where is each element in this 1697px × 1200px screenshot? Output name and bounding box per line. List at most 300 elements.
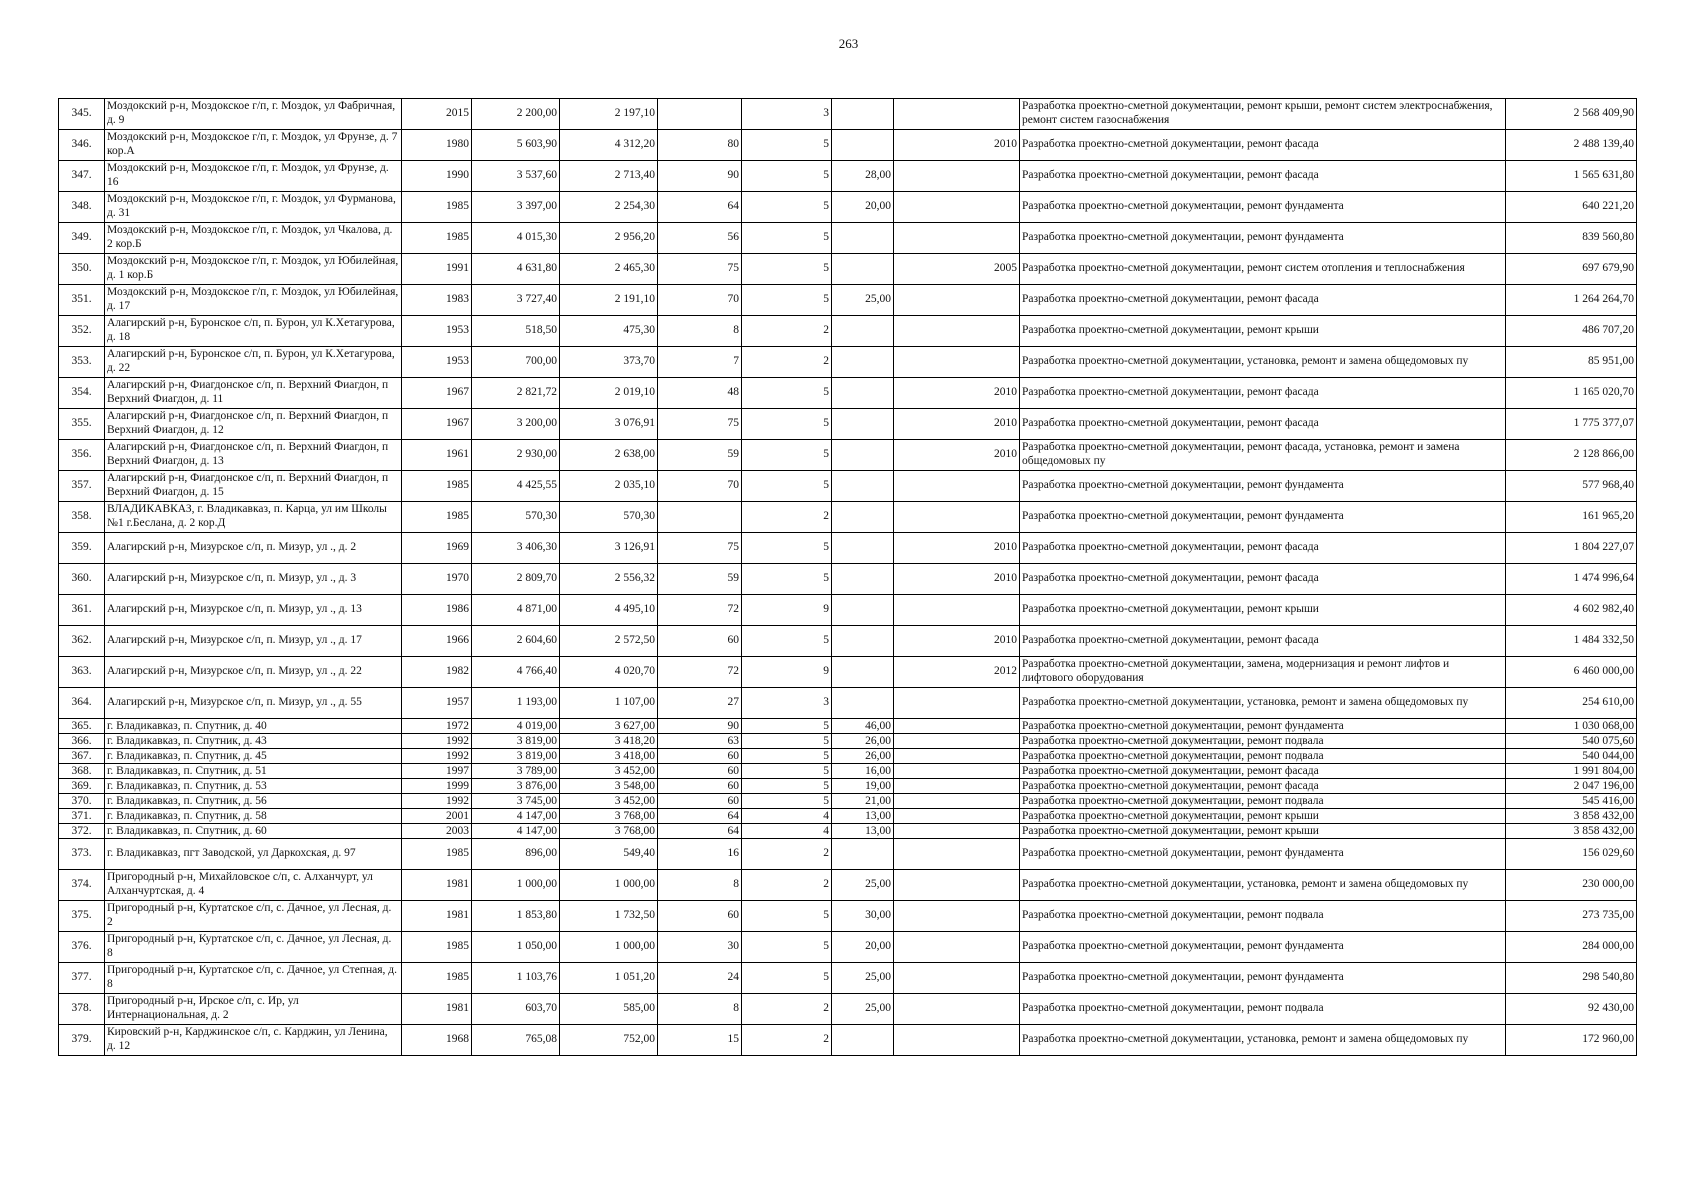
address-cell: г. Владикавказ, п. Спутник, д. 40 bbox=[105, 719, 402, 734]
apartments-cell: 75 bbox=[658, 533, 742, 564]
wear-cell: 28,00 bbox=[832, 161, 894, 192]
address-cell: Пригородный р-н, Куртатское с/п, с. Дачное, ул Лесная, д. 8 bbox=[105, 932, 402, 963]
apartments-cell: 72 bbox=[658, 657, 742, 688]
apartments-cell: 75 bbox=[658, 409, 742, 440]
last-repair-cell bbox=[894, 870, 1020, 901]
row-number: 377. bbox=[59, 963, 105, 994]
total-area-cell: 700,00 bbox=[472, 347, 560, 378]
row-number: 374. bbox=[59, 870, 105, 901]
floors-cell: 5 bbox=[742, 254, 832, 285]
floors-cell: 5 bbox=[742, 440, 832, 471]
year-cell: 1985 bbox=[402, 471, 472, 502]
table-row bbox=[59, 809, 1637, 824]
wear-cell bbox=[832, 347, 894, 378]
cost-cell: 1 565 631,80 bbox=[1506, 161, 1637, 192]
year-cell: 1983 bbox=[402, 285, 472, 316]
apartments-cell: 15 bbox=[658, 1025, 742, 1056]
year-cell: 1985 bbox=[402, 223, 472, 254]
apartments-cell: 64 bbox=[658, 824, 742, 839]
floors-cell: 2 bbox=[742, 502, 832, 533]
total-area-cell: 1 103,76 bbox=[472, 963, 560, 994]
total-area-cell: 1 000,00 bbox=[472, 870, 560, 901]
year-cell: 1992 bbox=[402, 794, 472, 809]
row-number: 369. bbox=[59, 779, 105, 794]
apartments-cell: 60 bbox=[658, 779, 742, 794]
living-area-cell: 2 019,10 bbox=[560, 378, 658, 409]
apartments-cell: 59 bbox=[658, 440, 742, 471]
living-area-cell: 1 107,00 bbox=[560, 688, 658, 719]
address-cell: г. Владикавказ, п. Спутник, д. 60 bbox=[105, 824, 402, 839]
table-row bbox=[59, 764, 1637, 779]
apartments-cell: 75 bbox=[658, 254, 742, 285]
last-repair-cell: 2010 bbox=[894, 564, 1020, 595]
last-repair-cell bbox=[894, 285, 1020, 316]
year-cell: 1980 bbox=[402, 130, 472, 161]
address-cell: Моздокский р-н, Моздокское г/п, г. Моздок, ул Фурманова, д. 31 bbox=[105, 192, 402, 223]
living-area-cell: 2 254,30 bbox=[560, 192, 658, 223]
address-cell: Алагирский р-н, Мизурское с/п, п. Мизур, ул ., д. 55 bbox=[105, 688, 402, 719]
total-area-cell: 3 876,00 bbox=[472, 779, 560, 794]
wear-cell: 26,00 bbox=[832, 734, 894, 749]
wear-cell bbox=[832, 378, 894, 409]
row-number: 360. bbox=[59, 564, 105, 595]
living-area-cell: 1 051,20 bbox=[560, 963, 658, 994]
apartments-cell: 30 bbox=[658, 932, 742, 963]
wear-cell: 30,00 bbox=[832, 901, 894, 932]
table-body bbox=[59, 99, 1637, 1056]
row-number: 371. bbox=[59, 809, 105, 824]
living-area-cell: 585,00 bbox=[560, 994, 658, 1025]
living-area-cell: 3 627,00 bbox=[560, 719, 658, 734]
year-cell: 1981 bbox=[402, 870, 472, 901]
works-cell: Разработка проектно-сметной документации, ремонт фасада, установка, ремонт и замена общедомовых пу bbox=[1020, 440, 1506, 471]
total-area-cell: 5 603,90 bbox=[472, 130, 560, 161]
cost-cell: 2 488 139,40 bbox=[1506, 130, 1637, 161]
table-row bbox=[59, 409, 1637, 440]
wear-cell bbox=[832, 99, 894, 130]
address-cell: Алагирский р-н, Буронское с/п, п. Бурон, ул К.Хетагурова, д. 18 bbox=[105, 316, 402, 347]
year-cell: 1985 bbox=[402, 932, 472, 963]
floors-cell: 5 bbox=[742, 130, 832, 161]
wear-cell bbox=[832, 502, 894, 533]
row-number: 348. bbox=[59, 192, 105, 223]
row-number: 378. bbox=[59, 994, 105, 1025]
living-area-cell: 2 191,10 bbox=[560, 285, 658, 316]
apartments-cell: 59 bbox=[658, 564, 742, 595]
row-number: 375. bbox=[59, 901, 105, 932]
table-row bbox=[59, 440, 1637, 471]
living-area-cell: 752,00 bbox=[560, 1025, 658, 1056]
address-cell: г. Владикавказ, п. Спутник, д. 56 bbox=[105, 794, 402, 809]
year-cell: 1970 bbox=[402, 564, 472, 595]
apartments-cell: 56 bbox=[658, 223, 742, 254]
cost-cell: 545 416,00 bbox=[1506, 794, 1637, 809]
address-cell: Пригородный р-н, Ирское с/п, с. Ир, ул Интернациональная, д. 2 bbox=[105, 994, 402, 1025]
floors-cell: 5 bbox=[742, 378, 832, 409]
table-row bbox=[59, 794, 1637, 809]
row-number: 354. bbox=[59, 378, 105, 409]
cost-cell: 298 540,80 bbox=[1506, 963, 1637, 994]
year-cell: 1981 bbox=[402, 994, 472, 1025]
table-row bbox=[59, 192, 1637, 223]
cost-cell: 2 128 866,00 bbox=[1506, 440, 1637, 471]
row-number: 363. bbox=[59, 657, 105, 688]
wear-cell bbox=[832, 254, 894, 285]
year-cell: 1953 bbox=[402, 316, 472, 347]
total-area-cell: 765,08 bbox=[472, 1025, 560, 1056]
cost-cell: 2 047 196,00 bbox=[1506, 779, 1637, 794]
floors-cell: 4 bbox=[742, 809, 832, 824]
floors-cell: 2 bbox=[742, 870, 832, 901]
apartments-cell: 70 bbox=[658, 285, 742, 316]
address-cell: Моздокский р-н, Моздокское г/п, г. Моздок, ул Фрунзе, д. 7 кор.А bbox=[105, 130, 402, 161]
table-row bbox=[59, 254, 1637, 285]
total-area-cell: 2 930,00 bbox=[472, 440, 560, 471]
address-cell: ВЛАДИКАВКАЗ, г. Владикавказ, п. Карца, ул им Школы №1 г.Беслана, д. 2 кор.Д bbox=[105, 502, 402, 533]
cost-cell: 254 610,00 bbox=[1506, 688, 1637, 719]
living-area-cell: 2 956,20 bbox=[560, 223, 658, 254]
year-cell: 1968 bbox=[402, 1025, 472, 1056]
total-area-cell: 4 871,00 bbox=[472, 595, 560, 626]
table-row bbox=[59, 657, 1637, 688]
floors-cell: 5 bbox=[742, 223, 832, 254]
last-repair-cell bbox=[894, 502, 1020, 533]
last-repair-cell bbox=[894, 471, 1020, 502]
year-cell: 1990 bbox=[402, 161, 472, 192]
row-number: 350. bbox=[59, 254, 105, 285]
wear-cell: 13,00 bbox=[832, 809, 894, 824]
total-area-cell: 3 537,60 bbox=[472, 161, 560, 192]
floors-cell: 2 bbox=[742, 1025, 832, 1056]
address-cell: Моздокский р-н, Моздокское г/п, г. Моздок, ул Фрунзе, д. 16 bbox=[105, 161, 402, 192]
wear-cell: 25,00 bbox=[832, 285, 894, 316]
floors-cell: 3 bbox=[742, 99, 832, 130]
table-row bbox=[59, 130, 1637, 161]
row-number: 367. bbox=[59, 749, 105, 764]
wear-cell bbox=[832, 1025, 894, 1056]
last-repair-cell bbox=[894, 779, 1020, 794]
wear-cell: 46,00 bbox=[832, 719, 894, 734]
cost-cell: 577 968,40 bbox=[1506, 471, 1637, 502]
wear-cell bbox=[832, 626, 894, 657]
table-row bbox=[59, 161, 1637, 192]
table-row bbox=[59, 749, 1637, 764]
floors-cell: 5 bbox=[742, 734, 832, 749]
year-cell: 1997 bbox=[402, 764, 472, 779]
apartments-cell: 72 bbox=[658, 595, 742, 626]
works-cell: Разработка проектно-сметной документации, ремонт крыши bbox=[1020, 316, 1506, 347]
last-repair-cell: 2010 bbox=[894, 440, 1020, 471]
wear-cell bbox=[832, 688, 894, 719]
floors-cell: 5 bbox=[742, 285, 832, 316]
cost-cell: 1 030 068,00 bbox=[1506, 719, 1637, 734]
year-cell: 1957 bbox=[402, 688, 472, 719]
total-area-cell: 2 200,00 bbox=[472, 99, 560, 130]
works-cell: Разработка проектно-сметной документации, замена, модернизация и ремонт лифтов и лифтового оборудования bbox=[1020, 657, 1506, 688]
cost-cell: 85 951,00 bbox=[1506, 347, 1637, 378]
address-cell: Моздокский р-н, Моздокское г/п, г. Моздок, ул Юбилейная, д. 17 bbox=[105, 285, 402, 316]
apartments-cell: 60 bbox=[658, 901, 742, 932]
works-cell: Разработка проектно-сметной документации, установка, ремонт и замена общедомовых пу bbox=[1020, 870, 1506, 901]
works-cell: Разработка проектно-сметной документации, ремонт фасада bbox=[1020, 564, 1506, 595]
works-cell: Разработка проектно-сметной документации, ремонт фундамента bbox=[1020, 471, 1506, 502]
last-repair-cell bbox=[894, 595, 1020, 626]
address-cell: Алагирский р-н, Фиагдонское с/п, п. Верхний Фиагдон, п Верхний Фиагдон, д. 15 bbox=[105, 471, 402, 502]
table-row bbox=[59, 824, 1637, 839]
address-cell: Алагирский р-н, Мизурское с/п, п. Мизур, ул ., д. 13 bbox=[105, 595, 402, 626]
living-area-cell: 3 126,91 bbox=[560, 533, 658, 564]
living-area-cell: 1 732,50 bbox=[560, 901, 658, 932]
row-number: 372. bbox=[59, 824, 105, 839]
living-area-cell: 3 768,00 bbox=[560, 809, 658, 824]
table-row bbox=[59, 285, 1637, 316]
row-number: 346. bbox=[59, 130, 105, 161]
address-cell: Пригородный р-н, Куртатское с/п, с. Дачное, ул Степная, д. 8 bbox=[105, 963, 402, 994]
last-repair-cell bbox=[894, 794, 1020, 809]
year-cell: 1967 bbox=[402, 409, 472, 440]
wear-cell: 19,00 bbox=[832, 779, 894, 794]
year-cell: 1985 bbox=[402, 192, 472, 223]
floors-cell: 5 bbox=[742, 963, 832, 994]
living-area-cell: 3 548,00 bbox=[560, 779, 658, 794]
last-repair-cell: 2010 bbox=[894, 130, 1020, 161]
wear-cell: 26,00 bbox=[832, 749, 894, 764]
cost-cell: 6 460 000,00 bbox=[1506, 657, 1637, 688]
table-row bbox=[59, 779, 1637, 794]
total-area-cell: 4 015,30 bbox=[472, 223, 560, 254]
works-cell: Разработка проектно-сметной документации, ремонт фундамента bbox=[1020, 932, 1506, 963]
works-cell: Разработка проектно-сметной документации, ремонт фундамента bbox=[1020, 502, 1506, 533]
year-cell: 1966 bbox=[402, 626, 472, 657]
last-repair-cell bbox=[894, 901, 1020, 932]
last-repair-cell bbox=[894, 688, 1020, 719]
living-area-cell: 2 638,00 bbox=[560, 440, 658, 471]
floors-cell: 5 bbox=[742, 533, 832, 564]
floors-cell: 9 bbox=[742, 595, 832, 626]
floors-cell: 5 bbox=[742, 794, 832, 809]
living-area-cell: 3 418,20 bbox=[560, 734, 658, 749]
floors-cell: 9 bbox=[742, 657, 832, 688]
cost-cell: 3 858 432,00 bbox=[1506, 809, 1637, 824]
total-area-cell: 3 200,00 bbox=[472, 409, 560, 440]
address-cell: г. Владикавказ, п. Спутник, д. 53 bbox=[105, 779, 402, 794]
living-area-cell: 570,30 bbox=[560, 502, 658, 533]
row-number: 359. bbox=[59, 533, 105, 564]
floors-cell: 5 bbox=[742, 779, 832, 794]
wear-cell bbox=[832, 471, 894, 502]
floors-cell: 5 bbox=[742, 409, 832, 440]
last-repair-cell bbox=[894, 824, 1020, 839]
cost-cell: 172 960,00 bbox=[1506, 1025, 1637, 1056]
total-area-cell: 3 819,00 bbox=[472, 734, 560, 749]
apartments-cell: 60 bbox=[658, 794, 742, 809]
year-cell: 1985 bbox=[402, 963, 472, 994]
total-area-cell: 3 789,00 bbox=[472, 764, 560, 779]
table-row bbox=[59, 564, 1637, 595]
total-area-cell: 896,00 bbox=[472, 839, 560, 870]
cost-cell: 1 775 377,07 bbox=[1506, 409, 1637, 440]
year-cell: 1999 bbox=[402, 779, 472, 794]
cost-cell: 540 044,00 bbox=[1506, 749, 1637, 764]
living-area-cell: 2 465,30 bbox=[560, 254, 658, 285]
apartments-cell: 90 bbox=[658, 719, 742, 734]
row-number: 345. bbox=[59, 99, 105, 130]
address-cell: г. Владикавказ, п. Спутник, д. 51 bbox=[105, 764, 402, 779]
last-repair-cell: 2010 bbox=[894, 378, 1020, 409]
cost-cell: 1 264 264,70 bbox=[1506, 285, 1637, 316]
total-area-cell: 603,70 bbox=[472, 994, 560, 1025]
floors-cell: 5 bbox=[742, 719, 832, 734]
address-cell: Пригородный р-н, Куртатское с/п, с. Дачное, ул Лесная, д. 2 bbox=[105, 901, 402, 932]
cost-cell: 2 568 409,90 bbox=[1506, 99, 1637, 130]
living-area-cell: 373,70 bbox=[560, 347, 658, 378]
apartments-cell: 64 bbox=[658, 192, 742, 223]
last-repair-cell bbox=[894, 932, 1020, 963]
cost-cell: 156 029,60 bbox=[1506, 839, 1637, 870]
total-area-cell: 1 853,80 bbox=[472, 901, 560, 932]
year-cell: 2003 bbox=[402, 824, 472, 839]
living-area-cell: 2 713,40 bbox=[560, 161, 658, 192]
works-cell: Разработка проектно-сметной документации, ремонт подвала bbox=[1020, 749, 1506, 764]
wear-cell: 21,00 bbox=[832, 794, 894, 809]
wear-cell bbox=[832, 316, 894, 347]
apartments-cell: 64 bbox=[658, 809, 742, 824]
table-row bbox=[59, 839, 1637, 870]
living-area-cell: 3 076,91 bbox=[560, 409, 658, 440]
floors-cell: 5 bbox=[742, 901, 832, 932]
works-cell: Разработка проектно-сметной документации, ремонт фундамента bbox=[1020, 192, 1506, 223]
table-row bbox=[59, 347, 1637, 378]
last-repair-cell: 2010 bbox=[894, 409, 1020, 440]
floors-cell: 5 bbox=[742, 161, 832, 192]
cost-cell: 1 474 996,64 bbox=[1506, 564, 1637, 595]
table-row bbox=[59, 626, 1637, 657]
cost-cell: 4 602 982,40 bbox=[1506, 595, 1637, 626]
works-cell: Разработка проектно-сметной документации, ремонт фасада bbox=[1020, 626, 1506, 657]
year-cell: 2015 bbox=[402, 99, 472, 130]
wear-cell bbox=[832, 440, 894, 471]
works-cell: Разработка проектно-сметной документации, установка, ремонт и замена общедомовых пу bbox=[1020, 1025, 1506, 1056]
table-row bbox=[59, 963, 1637, 994]
table-row bbox=[59, 471, 1637, 502]
total-area-cell: 4 019,00 bbox=[472, 719, 560, 734]
cost-cell: 230 000,00 bbox=[1506, 870, 1637, 901]
table-row bbox=[59, 99, 1637, 130]
total-area-cell: 4 766,40 bbox=[472, 657, 560, 688]
address-cell: г. Владикавказ, п. Спутник, д. 43 bbox=[105, 734, 402, 749]
last-repair-cell bbox=[894, 192, 1020, 223]
address-cell: г. Владикавказ, п. Спутник, д. 45 bbox=[105, 749, 402, 764]
cost-cell: 273 735,00 bbox=[1506, 901, 1637, 932]
total-area-cell: 2 821,72 bbox=[472, 378, 560, 409]
row-number: 349. bbox=[59, 223, 105, 254]
works-cell: Разработка проектно-сметной документации, ремонт подвала bbox=[1020, 994, 1506, 1025]
row-number: 362. bbox=[59, 626, 105, 657]
works-cell: Разработка проектно-сметной документации, установка, ремонт и замена общедомовых пу bbox=[1020, 347, 1506, 378]
total-area-cell: 1 050,00 bbox=[472, 932, 560, 963]
living-area-cell: 2 035,10 bbox=[560, 471, 658, 502]
last-repair-cell: 2005 bbox=[894, 254, 1020, 285]
year-cell: 1972 bbox=[402, 719, 472, 734]
cost-cell: 1 991 804,00 bbox=[1506, 764, 1637, 779]
apartments-cell: 16 bbox=[658, 839, 742, 870]
address-cell: Моздокский р-н, Моздокское г/п, г. Моздок, ул Чкалова, д. 2 кор.Б bbox=[105, 223, 402, 254]
table-row bbox=[59, 734, 1637, 749]
year-cell: 1992 bbox=[402, 749, 472, 764]
apartments-cell: 70 bbox=[658, 471, 742, 502]
floors-cell: 5 bbox=[742, 471, 832, 502]
living-area-cell: 2 556,32 bbox=[560, 564, 658, 595]
table-row bbox=[59, 901, 1637, 932]
works-cell: Разработка проектно-сметной документации, ремонт фундамента bbox=[1020, 963, 1506, 994]
row-number: 366. bbox=[59, 734, 105, 749]
works-cell: Разработка проектно-сметной документации, ремонт фундамента bbox=[1020, 223, 1506, 254]
apartments-cell: 80 bbox=[658, 130, 742, 161]
floors-cell: 2 bbox=[742, 994, 832, 1025]
wear-cell bbox=[832, 839, 894, 870]
row-number: 379. bbox=[59, 1025, 105, 1056]
year-cell: 1967 bbox=[402, 378, 472, 409]
works-cell: Разработка проектно-сметной документации, ремонт фундамента bbox=[1020, 719, 1506, 734]
year-cell: 1992 bbox=[402, 734, 472, 749]
living-area-cell: 4 495,10 bbox=[560, 595, 658, 626]
row-number: 364. bbox=[59, 688, 105, 719]
wear-cell bbox=[832, 564, 894, 595]
apartments-cell: 8 bbox=[658, 316, 742, 347]
year-cell: 1969 bbox=[402, 533, 472, 564]
row-number: 373. bbox=[59, 839, 105, 870]
address-cell: Алагирский р-н, Фиагдонское с/п, п. Верхний Фиагдон, п Верхний Фиагдон, д. 12 bbox=[105, 409, 402, 440]
apartments-cell: 48 bbox=[658, 378, 742, 409]
works-cell: Разработка проектно-сметной документации, ремонт фундамента bbox=[1020, 839, 1506, 870]
table-row bbox=[59, 223, 1637, 254]
total-area-cell: 4 147,00 bbox=[472, 809, 560, 824]
cost-cell: 697 679,90 bbox=[1506, 254, 1637, 285]
floors-cell: 5 bbox=[742, 932, 832, 963]
cost-cell: 540 075,60 bbox=[1506, 734, 1637, 749]
address-cell: Пригородный р-н, Михайловское с/п, с. Алханчурт, ул Алханчуртская, д. 4 bbox=[105, 870, 402, 901]
works-cell: Разработка проектно-сметной документации, ремонт крыши bbox=[1020, 595, 1506, 626]
apartments-cell: 8 bbox=[658, 870, 742, 901]
total-area-cell: 2 604,60 bbox=[472, 626, 560, 657]
year-cell: 1953 bbox=[402, 347, 472, 378]
row-number: 357. bbox=[59, 471, 105, 502]
living-area-cell: 3 418,00 bbox=[560, 749, 658, 764]
cost-cell: 161 965,20 bbox=[1506, 502, 1637, 533]
apartments-cell: 8 bbox=[658, 994, 742, 1025]
row-number: 347. bbox=[59, 161, 105, 192]
total-area-cell: 3 397,00 bbox=[472, 192, 560, 223]
living-area-cell: 1 000,00 bbox=[560, 870, 658, 901]
cost-cell: 839 560,80 bbox=[1506, 223, 1637, 254]
wear-cell: 16,00 bbox=[832, 764, 894, 779]
table-row bbox=[59, 378, 1637, 409]
capital-repair-table bbox=[58, 98, 1637, 1056]
wear-cell bbox=[832, 409, 894, 440]
wear-cell bbox=[832, 595, 894, 626]
works-cell: Разработка проектно-сметной документации, ремонт подвала bbox=[1020, 901, 1506, 932]
table-row bbox=[59, 1025, 1637, 1056]
wear-cell: 25,00 bbox=[832, 870, 894, 901]
table-row bbox=[59, 870, 1637, 901]
year-cell: 1991 bbox=[402, 254, 472, 285]
total-area-cell: 3 745,00 bbox=[472, 794, 560, 809]
table-row bbox=[59, 533, 1637, 564]
address-cell: Алагирский р-н, Мизурское с/п, п. Мизур, ул ., д. 2 bbox=[105, 533, 402, 564]
living-area-cell: 475,30 bbox=[560, 316, 658, 347]
last-repair-cell bbox=[894, 161, 1020, 192]
works-cell: Разработка проектно-сметной документации, установка, ремонт и замена общедомовых пу bbox=[1020, 688, 1506, 719]
